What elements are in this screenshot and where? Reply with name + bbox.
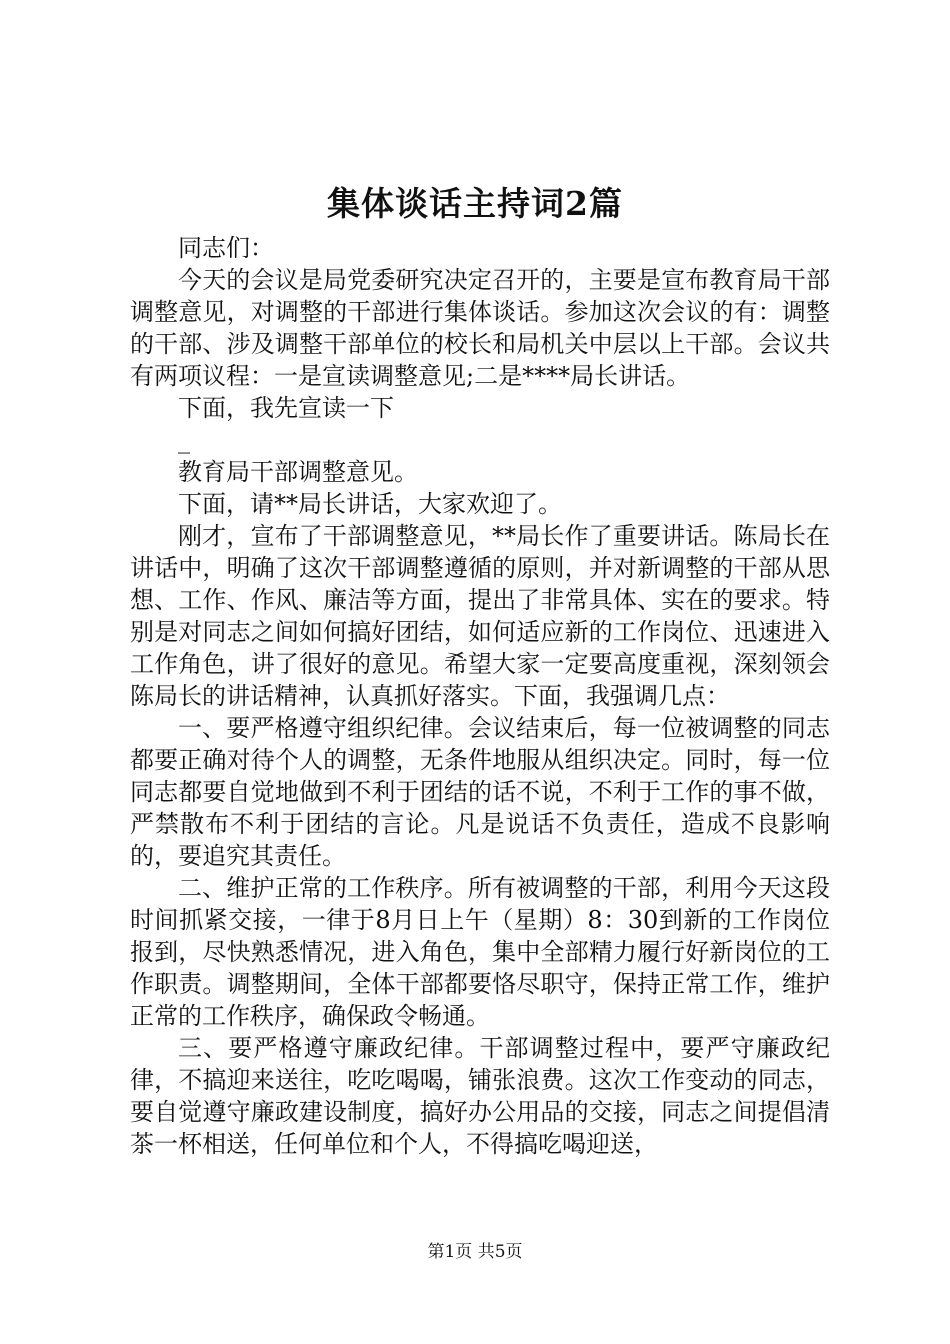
document-title: 集体谈话主持词2篇 <box>327 184 623 223</box>
paragraph-intro: 今天的会议是局党委研究决定召开的，主要是宣布教育局干部调整意见，对调整的干部进行集体谈话。参加这次会议的有：调整的干部、涉及调整干部单位的校长和局机关中层以上干部。会议共有两项议程：一是宣读调整意见;二是****局长讲话。 <box>130 266 830 390</box>
paragraph-point-two: 二、维护正常的工作秩序。所有被调整的干部，利用今天这段时间抓紧交接，一律于8月日上午（星期）8：30到新的工作岗位报到，尽快熟悉情况，进入角色，集中全部精力履行好新岗位的工作职责。调整期间，全体干部都要恪尽职守，保持正常工作，维护正常的工作秩序，确保政令畅通。 <box>130 874 830 1030</box>
paragraph-blank-line: _ <box>178 426 190 454</box>
paragraph-reading: 下面，我先宣读一下 <box>178 394 394 422</box>
page-footer: 第1页 共5页 <box>427 1242 523 1262</box>
paragraph-adjustment-opinion: 教育局干部调整意见。 <box>178 458 418 486</box>
document-body <box>130 232 830 1160</box>
paragraph-point-three: 三、要严格遵守廉政纪律。干部调整过程中，要严守廉政纪律，不搞迎来送往，吃吃喝喝，铺张浪费。这次工作变动的同志，要自觉遵守廉政建设制度，搞好办公用品的交接，同志之间提倡清茶一杯相送，任何单位和个人，不得搞吃喝迎送， <box>130 1034 830 1158</box>
paragraph-speech-invite: 下面，请**局长讲话，大家欢迎了。 <box>178 490 562 518</box>
paragraph-greeting: 同志们： <box>178 234 274 262</box>
paragraph-point-one: 一、要严格遵守组织纪律。会议结束后，每一位被调整的同志都要正确对待个人的调整，无条件地服从组织决定。同时，每一位同志都要自觉地做到不利于团结的话不说，不利于工作的事不做，严禁散布不利于团结的言论。凡是说话不负责任，造成不良影响的，要追究其责任。 <box>130 714 830 870</box>
paragraph-summary: 刚才，宣布了干部调整意见，**局长作了重要讲话。陈局长在讲话中，明确了这次干部调整遵循的原则，并对新调整的干部从思想、工作、作风、廉洁等方面，提出了非常具体、实在的要求。特别是对同志之间如何搞好团结，如何适应新的工作岗位、迅速进入工作角色，讲了很好的意见。希望大家一定要高度重视，深刻领会陈局长的讲话精神，认真抓好落实。下面，我强调几点： <box>130 522 830 710</box>
